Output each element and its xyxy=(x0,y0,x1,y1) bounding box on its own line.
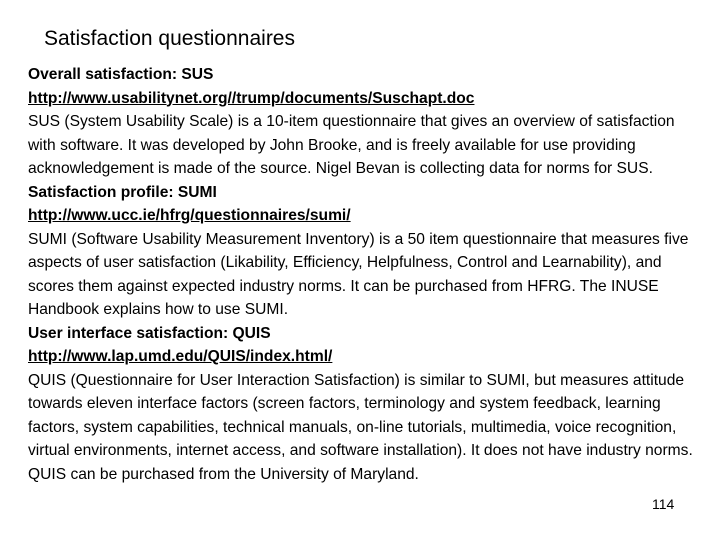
slide-title: Satisfaction questionnaires xyxy=(44,27,295,50)
sumi-link[interactable]: http://www.ucc.ie/hfrg/questionnaires/sumi/ xyxy=(28,207,351,224)
sumi-description: SUMI (Software Usability Measurement Inventory) is a 50 item questionnaire that measures five aspects of user satisfaction (Likability, Efficiency, Helpfulness, Control and Learnability), and scores them against expected industry norms. It can be purchased from HFRG. The INUSE Handbook explains how to use SUMI. xyxy=(28,230,689,318)
section-heading-sumi: Satisfaction profile: SUMI xyxy=(28,183,217,201)
sus-link[interactable]: http://www.usabilitynet.org//trump/documents/Suschapt.doc xyxy=(28,89,475,107)
quis-link[interactable]: http://www.lap.umd.edu/QUIS/index.html/ xyxy=(28,348,333,365)
slide-content xyxy=(28,63,700,486)
quis-description: QUIS (Questionnaire for User Interaction Satisfaction) is similar to SUMI, but measures attitude towards eleven interface factors (screen factors, terminology and system feedback, learning factors, system capabilities, technical manuals, on-line tutorials, multimedia, voice recognition, virtual environments, internet access, and software installation). It does not have industry norms. QUIS can be purchased from the University of Maryland. xyxy=(28,371,693,483)
section-heading-sus: Overall satisfaction: SUS xyxy=(28,66,214,83)
sus-description: SUS (System Usability Scale) is a 10-item questionnaire that gives an overview of satisfaction with software. It was developed by John Brooke, and is freely available for use providing acknowledgement is made of the source. Nigel Bevan is collecting data for norms for SUS. xyxy=(28,113,675,177)
section-heading-quis: User interface satisfaction: QUIS xyxy=(28,324,271,342)
page-number: 114 xyxy=(652,496,675,512)
